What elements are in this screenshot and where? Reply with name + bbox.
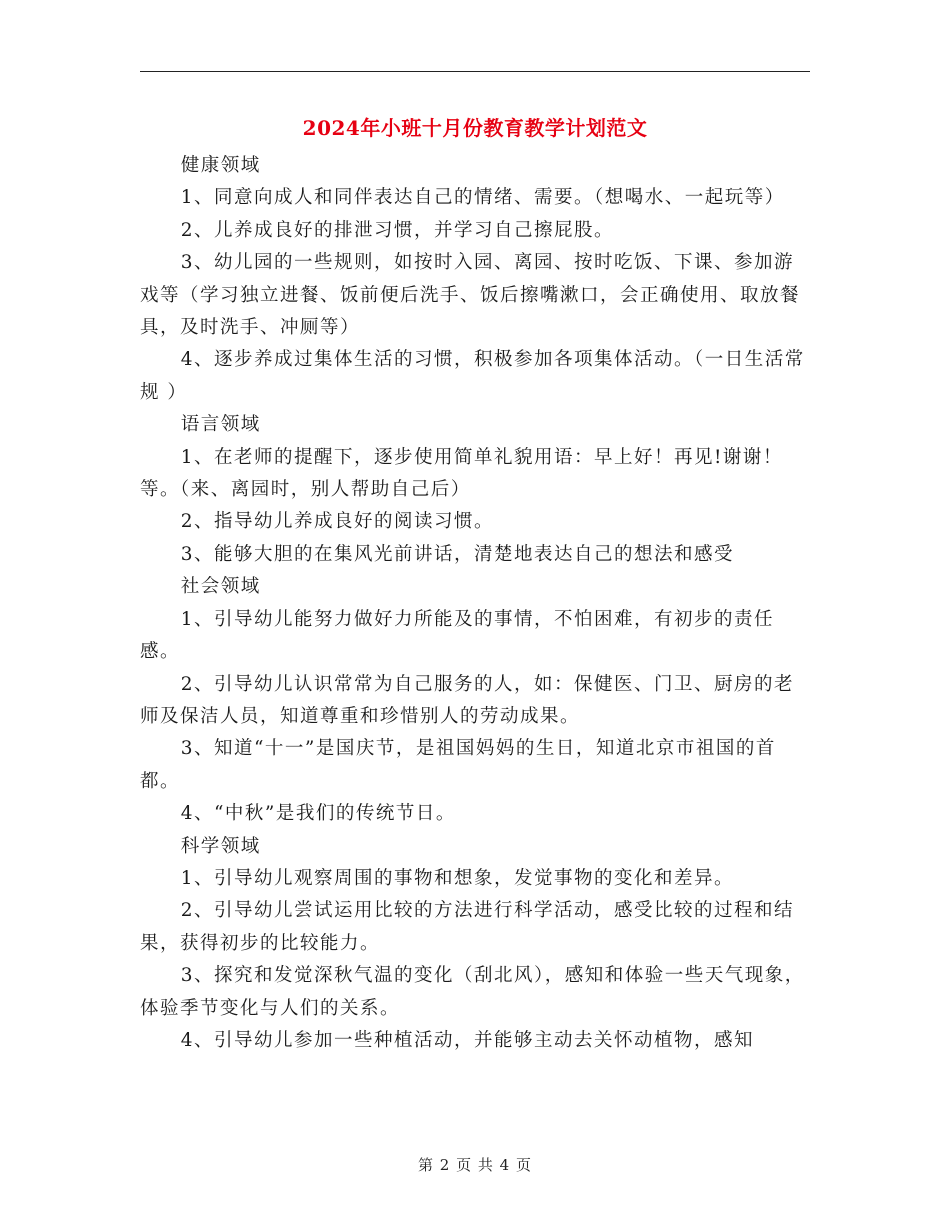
paragraph: 3、知道“十一”是国庆节，是祖国妈妈的生日，知道北京市祖国的首都。 xyxy=(140,738,776,792)
section-heading-language: 语言领域 xyxy=(180,414,261,436)
paragraph: 1、在老师的提醒下，逐步使用简单礼貌用语：早上好！再见!谢谢！等。（来、离园时，别人帮助自己后） xyxy=(140,446,783,501)
paragraph: 4、逐步养成过集体生活的习惯，积极参加各项集体活动。（一日生活常规 ） xyxy=(140,349,805,403)
document-body xyxy=(140,150,810,1057)
paragraph: 4、引导幼儿参加一些种植活动，并能够主动去关怀动植物，感知 xyxy=(180,1029,754,1051)
paragraph: 4、“中秋”是我们的传统节日。 xyxy=(180,803,456,825)
paragraph: 1、引导幼儿观察周围的事物和想象，发觉事物的变化和差异。 xyxy=(180,867,734,889)
paragraph: 2、引导幼儿尝试运用比较的方法进行科学活动，感受比较的过程和结果，获得初步的比较能力。 xyxy=(140,900,794,954)
section-heading-social: 社会领域 xyxy=(180,576,261,598)
paragraph: 3、能够大胆的在集风光前讲话，清楚地表达自己的想法和感受 xyxy=(180,543,734,565)
paragraph: 2、引导幼儿认识常常为自己服务的人，如：保健医、门卫、厨房的老师及保洁人员，知道尊重和珍惜别人的劳动成果。 xyxy=(140,673,794,727)
paragraph: 1、引导幼儿能努力做好力所能及的事情，不怕困难，有初步的责任感。 xyxy=(140,608,774,663)
paragraph: 2、儿养成良好的排泄习惯，并学习自己擦屁股。 xyxy=(180,219,614,241)
document-title: 2024年小班十月份教育教学计划范文 xyxy=(302,116,648,140)
page-number-footer: 第 2 页 共 4 页 xyxy=(418,1156,532,1174)
paragraph: 3、探究和发觉深秋气温的变化（刮北风），感知和体验一些天气现象，体验季节变化与人们的关系。 xyxy=(140,965,805,1019)
paragraph: 1、同意向成人和同伴表达自己的情绪、需要。（想喝水、一起玩等） xyxy=(180,187,785,209)
paragraph: 3、幼儿园的一些规则，如按时入园、离园、按时吃饭、下课、参加游戏等（学习独立进餐、饭前便后洗手、饭后擦嘴漱口，会正确使用、取放餐具，及时洗手、冲厕等） xyxy=(140,252,801,339)
paragraph: 2、指导幼儿养成良好的阅读习惯。 xyxy=(180,511,494,533)
header-rule xyxy=(140,71,810,72)
section-heading-science: 科学领域 xyxy=(180,835,261,857)
section-heading-health: 健康领域 xyxy=(180,155,261,176)
